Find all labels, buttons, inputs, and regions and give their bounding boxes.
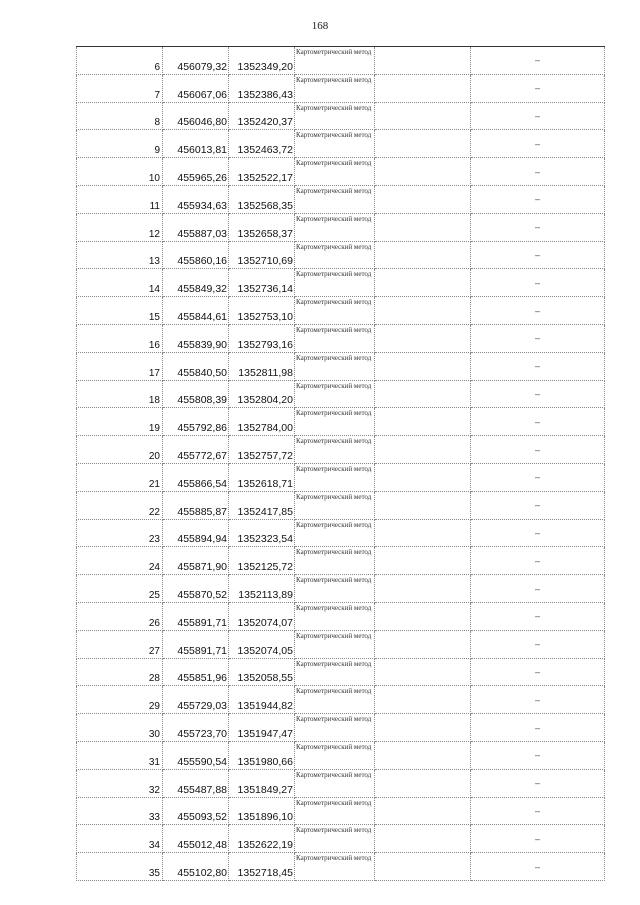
y-coordinate-cell: 1352618,71 <box>229 463 295 491</box>
mark-cell: – <box>471 241 605 269</box>
y-coordinate-cell: 1352568,35 <box>229 185 295 213</box>
mark-cell: – <box>471 380 605 408</box>
table-row <box>77 185 605 213</box>
x-coordinate-cell: 455590,54 <box>163 741 229 769</box>
point-number-cell: 15 <box>77 297 163 325</box>
description-cell <box>375 47 471 75</box>
description-cell <box>375 547 471 575</box>
y-coordinate-cell: 1352793,16 <box>229 324 295 352</box>
table-row <box>77 408 605 436</box>
method-cell: Картометрический метод <box>295 769 375 797</box>
y-coordinate-cell: 1352125,72 <box>229 547 295 575</box>
method-cell: Картометрический метод <box>295 602 375 630</box>
table-row <box>77 686 605 714</box>
description-cell <box>375 519 471 547</box>
x-coordinate-cell: 455487,88 <box>163 769 229 797</box>
description-cell <box>375 797 471 825</box>
y-coordinate-cell: 1352710,69 <box>229 241 295 269</box>
point-number-cell: 13 <box>77 241 163 269</box>
mark-cell: – <box>471 102 605 130</box>
description-cell <box>375 297 471 325</box>
point-number-cell: 28 <box>77 658 163 686</box>
method-cell: Картометрический метод <box>295 463 375 491</box>
point-number-cell: 23 <box>77 519 163 547</box>
point-number-cell: 18 <box>77 380 163 408</box>
table-row <box>77 352 605 380</box>
point-number-cell: 30 <box>77 714 163 742</box>
description-cell <box>375 408 471 436</box>
mark-cell: – <box>471 630 605 658</box>
y-coordinate-cell: 1351849,27 <box>229 769 295 797</box>
coordinates-table <box>76 46 605 881</box>
description-cell <box>375 714 471 742</box>
mark-cell: – <box>471 158 605 186</box>
point-number-cell: 14 <box>77 269 163 297</box>
x-coordinate-cell: 456067,06 <box>163 74 229 102</box>
description-cell <box>375 463 471 491</box>
table-row <box>77 74 605 102</box>
description-cell <box>375 269 471 297</box>
method-cell: Картометрический метод <box>295 130 375 158</box>
point-number-cell: 35 <box>77 853 163 881</box>
mark-cell: – <box>471 602 605 630</box>
x-coordinate-cell: 456079,32 <box>163 47 229 75</box>
y-coordinate-cell: 1352323,54 <box>229 519 295 547</box>
table-row <box>77 769 605 797</box>
mark-cell: – <box>471 297 605 325</box>
description-cell <box>375 853 471 881</box>
x-coordinate-cell: 455891,71 <box>163 630 229 658</box>
description-cell <box>375 74 471 102</box>
description-cell <box>375 102 471 130</box>
point-number-cell: 7 <box>77 74 163 102</box>
point-number-cell: 17 <box>77 352 163 380</box>
mark-cell: – <box>471 519 605 547</box>
mark-cell: – <box>471 686 605 714</box>
description-cell <box>375 158 471 186</box>
point-number-cell: 31 <box>77 741 163 769</box>
y-coordinate-cell: 1352074,05 <box>229 630 295 658</box>
x-coordinate-cell: 455870,52 <box>163 575 229 603</box>
point-number-cell: 16 <box>77 324 163 352</box>
mark-cell: – <box>471 185 605 213</box>
point-number-cell: 12 <box>77 213 163 241</box>
method-cell: Картометрический метод <box>295 74 375 102</box>
y-coordinate-cell: 1352463,72 <box>229 130 295 158</box>
method-cell: Картометрический метод <box>295 547 375 575</box>
point-number-cell: 10 <box>77 158 163 186</box>
method-cell: Картометрический метод <box>295 324 375 352</box>
method-cell: Картометрический метод <box>295 47 375 75</box>
mark-cell: – <box>471 213 605 241</box>
x-coordinate-cell: 455012,48 <box>163 825 229 853</box>
y-coordinate-cell: 1351896,10 <box>229 797 295 825</box>
mark-cell: – <box>471 491 605 519</box>
x-coordinate-cell: 455885,87 <box>163 491 229 519</box>
y-coordinate-cell: 1352113,89 <box>229 575 295 603</box>
mark-cell: – <box>471 853 605 881</box>
method-cell: Картометрический метод <box>295 213 375 241</box>
y-coordinate-cell: 1352804,20 <box>229 380 295 408</box>
table-row <box>77 158 605 186</box>
mark-cell: – <box>471 797 605 825</box>
table-row <box>77 102 605 130</box>
point-number-cell: 8 <box>77 102 163 130</box>
method-cell: Картометрический метод <box>295 408 375 436</box>
point-number-cell: 26 <box>77 602 163 630</box>
x-coordinate-cell: 455887,03 <box>163 213 229 241</box>
description-cell <box>375 324 471 352</box>
x-coordinate-cell: 455723,70 <box>163 714 229 742</box>
method-cell: Картометрический метод <box>295 686 375 714</box>
point-number-cell: 24 <box>77 547 163 575</box>
method-cell: Картометрический метод <box>295 797 375 825</box>
method-cell: Картометрический метод <box>295 714 375 742</box>
description-cell <box>375 380 471 408</box>
coordinates-table-body <box>77 47 605 881</box>
y-coordinate-cell: 1352718,45 <box>229 853 295 881</box>
y-coordinate-cell: 1352386,43 <box>229 74 295 102</box>
table-row <box>77 741 605 769</box>
table-row <box>77 547 605 575</box>
point-number-cell: 33 <box>77 797 163 825</box>
x-coordinate-cell: 456013,81 <box>163 130 229 158</box>
table-row <box>77 797 605 825</box>
table-row <box>77 602 605 630</box>
table-row <box>77 324 605 352</box>
description-cell <box>375 686 471 714</box>
description-cell <box>375 241 471 269</box>
point-number-cell: 34 <box>77 825 163 853</box>
method-cell: Картометрический метод <box>295 241 375 269</box>
mark-cell: – <box>471 575 605 603</box>
description-cell <box>375 825 471 853</box>
point-number-cell: 29 <box>77 686 163 714</box>
table-row <box>77 213 605 241</box>
description-cell <box>375 352 471 380</box>
table-row <box>77 241 605 269</box>
x-coordinate-cell: 455839,90 <box>163 324 229 352</box>
x-coordinate-cell: 455965,26 <box>163 158 229 186</box>
table-row <box>77 463 605 491</box>
point-number-cell: 9 <box>77 130 163 158</box>
method-cell: Картометрический метод <box>295 380 375 408</box>
mark-cell: – <box>471 463 605 491</box>
y-coordinate-cell: 1352522,17 <box>229 158 295 186</box>
page-number: 168 <box>311 20 329 32</box>
method-cell: Картометрический метод <box>295 658 375 686</box>
method-cell: Картометрический метод <box>295 630 375 658</box>
point-number-cell: 20 <box>77 436 163 464</box>
y-coordinate-cell: 1352349,20 <box>229 47 295 75</box>
table-row <box>77 575 605 603</box>
mark-cell: – <box>471 352 605 380</box>
x-coordinate-cell: 456046,80 <box>163 102 229 130</box>
y-coordinate-cell: 1352622,19 <box>229 825 295 853</box>
y-coordinate-cell: 1352757,72 <box>229 436 295 464</box>
table-row <box>77 47 605 75</box>
method-cell: Картометрический метод <box>295 297 375 325</box>
mark-cell: – <box>471 436 605 464</box>
y-coordinate-cell: 1352753,10 <box>229 297 295 325</box>
x-coordinate-cell: 455772,67 <box>163 436 229 464</box>
point-number-cell: 11 <box>77 185 163 213</box>
description-cell <box>375 436 471 464</box>
y-coordinate-cell: 1352811,98 <box>229 352 295 380</box>
x-coordinate-cell: 455102,80 <box>163 853 229 881</box>
y-coordinate-cell: 1352417,85 <box>229 491 295 519</box>
y-coordinate-cell: 1352058,55 <box>229 658 295 686</box>
point-number-cell: 22 <box>77 491 163 519</box>
y-coordinate-cell: 1352420,37 <box>229 102 295 130</box>
point-number-cell: 21 <box>77 463 163 491</box>
mark-cell: – <box>471 408 605 436</box>
mark-cell: – <box>471 741 605 769</box>
x-coordinate-cell: 455891,71 <box>163 602 229 630</box>
table-row <box>77 297 605 325</box>
method-cell: Картометрический метод <box>295 269 375 297</box>
x-coordinate-cell: 455851,96 <box>163 658 229 686</box>
mark-cell: – <box>471 825 605 853</box>
method-cell: Картометрический метод <box>295 158 375 186</box>
mark-cell: – <box>471 47 605 75</box>
description-cell <box>375 491 471 519</box>
table-row <box>77 491 605 519</box>
mark-cell: – <box>471 714 605 742</box>
method-cell: Картометрический метод <box>295 853 375 881</box>
method-cell: Картометрический метод <box>295 352 375 380</box>
y-coordinate-cell: 1352074,07 <box>229 602 295 630</box>
description-cell <box>375 575 471 603</box>
description-cell <box>375 213 471 241</box>
table-row <box>77 825 605 853</box>
y-coordinate-cell: 1352736,14 <box>229 269 295 297</box>
method-cell: Картометрический метод <box>295 491 375 519</box>
description-cell <box>375 741 471 769</box>
table-row <box>77 436 605 464</box>
table-row <box>77 630 605 658</box>
x-coordinate-cell: 455934,63 <box>163 185 229 213</box>
y-coordinate-cell: 1351947,47 <box>229 714 295 742</box>
method-cell: Картометрический метод <box>295 741 375 769</box>
x-coordinate-cell: 455093,52 <box>163 797 229 825</box>
x-coordinate-cell: 455871,90 <box>163 547 229 575</box>
mark-cell: – <box>471 658 605 686</box>
table-row <box>77 658 605 686</box>
table-row <box>77 519 605 547</box>
x-coordinate-cell: 455844,61 <box>163 297 229 325</box>
point-number-cell: 19 <box>77 408 163 436</box>
point-number-cell: 27 <box>77 630 163 658</box>
x-coordinate-cell: 455849,32 <box>163 269 229 297</box>
description-cell <box>375 185 471 213</box>
method-cell: Картометрический метод <box>295 575 375 603</box>
point-number-cell: 25 <box>77 575 163 603</box>
method-cell: Картометрический метод <box>295 825 375 853</box>
method-cell: Картометрический метод <box>295 436 375 464</box>
description-cell <box>375 130 471 158</box>
point-number-cell: 32 <box>77 769 163 797</box>
y-coordinate-cell: 1352658,37 <box>229 213 295 241</box>
y-coordinate-cell: 1352784,00 <box>229 408 295 436</box>
table-row <box>77 714 605 742</box>
description-cell <box>375 658 471 686</box>
mark-cell: – <box>471 547 605 575</box>
method-cell: Картометрический метод <box>295 519 375 547</box>
table-row <box>77 853 605 881</box>
x-coordinate-cell: 455866,54 <box>163 463 229 491</box>
mark-cell: – <box>471 74 605 102</box>
x-coordinate-cell: 455894,94 <box>163 519 229 547</box>
description-cell <box>375 602 471 630</box>
x-coordinate-cell: 455840,50 <box>163 352 229 380</box>
description-cell <box>375 630 471 658</box>
x-coordinate-cell: 455808,39 <box>163 380 229 408</box>
method-cell: Картометрический метод <box>295 185 375 213</box>
mark-cell: – <box>471 269 605 297</box>
table-row <box>77 269 605 297</box>
method-cell: Картометрический метод <box>295 102 375 130</box>
table-row <box>77 130 605 158</box>
x-coordinate-cell: 455860,16 <box>163 241 229 269</box>
y-coordinate-cell: 1351944,82 <box>229 686 295 714</box>
mark-cell: – <box>471 324 605 352</box>
mark-cell: – <box>471 769 605 797</box>
point-number-cell: 6 <box>77 47 163 75</box>
description-cell <box>375 769 471 797</box>
y-coordinate-cell: 1351980,66 <box>229 741 295 769</box>
x-coordinate-cell: 455792,86 <box>163 408 229 436</box>
table-row <box>77 380 605 408</box>
x-coordinate-cell: 455729,03 <box>163 686 229 714</box>
mark-cell: – <box>471 130 605 158</box>
